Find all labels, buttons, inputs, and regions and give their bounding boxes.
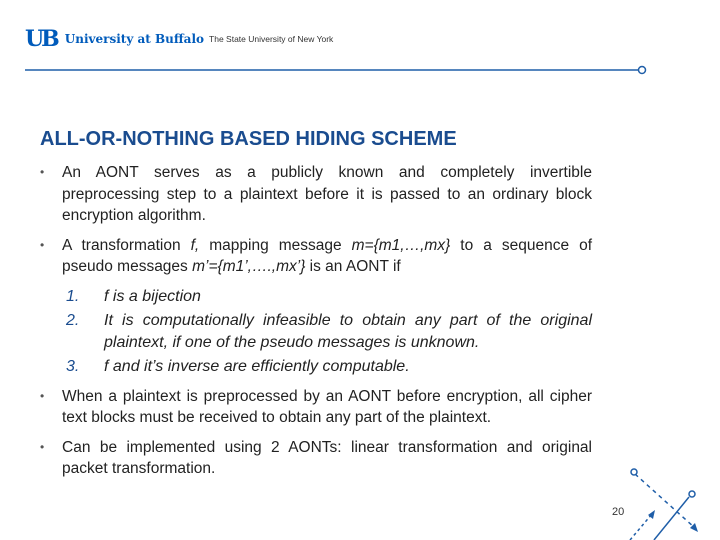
- text-run: mapping message: [199, 236, 352, 254]
- circle-icon: [631, 469, 637, 475]
- condition-number: 2.: [66, 311, 80, 329]
- page-number: 20: [612, 506, 625, 518]
- header-rule-end-icon: [639, 67, 646, 74]
- bullet-item: [40, 437, 592, 480]
- circle-icon: [689, 491, 695, 497]
- bullet-text: Can be implemented using 2 AONTs: linear transformation and original packet transformation.: [62, 438, 592, 477]
- bullet-item: [40, 386, 592, 429]
- math-f: f,: [190, 236, 200, 254]
- text-run: A transformation: [62, 236, 191, 254]
- bullet-item: [40, 235, 592, 278]
- dashed-arrow-line: [630, 514, 652, 540]
- condition-number: 1.: [66, 287, 80, 305]
- text-run: is an AONT if: [305, 258, 401, 275]
- slide-body: [40, 162, 592, 488]
- arrowhead-icon: [648, 510, 655, 519]
- bullet-icon: •: [40, 237, 45, 252]
- bullet-icon: •: [40, 165, 45, 179]
- math-m: m={m1,…,mx}: [351, 236, 451, 254]
- math-m-prime: m’={m1’,….,mx’}: [192, 258, 306, 275]
- bullet-text: [62, 235, 592, 278]
- university-name: University at Buffalo: [64, 32, 205, 46]
- condition-number: 3.: [66, 357, 80, 375]
- bullet-item: [40, 162, 592, 227]
- condition-item: [66, 310, 592, 354]
- condition-item: [66, 286, 592, 308]
- text-run: to a sequence of pseudo messages: [62, 236, 593, 275]
- bullet-icon: •: [40, 388, 45, 403]
- condition-text: f and it’s inverse are efficiently computable.: [104, 357, 410, 375]
- bullet-text: An AONT serves as a publicly known and completely invertible preprocessing step to a plaintext before it is passed to an ordinary block encryption algorithm.: [62, 164, 592, 224]
- slide-title: ALL-OR-NOTHING BASED HIDING SCHEME: [40, 128, 457, 150]
- ub-logo-mark: UB: [25, 26, 57, 52]
- condition-text: f is a bijection: [104, 287, 201, 305]
- condition-text: It is computationally infeasible to obtain any part of the original plaintext, if one of the pseudo messages is unknown.: [104, 311, 592, 351]
- condition-item: [66, 356, 592, 378]
- university-subtitle: The State University of New York: [209, 34, 334, 44]
- bullet-icon: •: [40, 439, 45, 454]
- bullet-text: When a plaintext is preprocessed by an AONT before encryption, all cipher text blocks must be received to obtain any part of the plaintext.: [62, 387, 592, 426]
